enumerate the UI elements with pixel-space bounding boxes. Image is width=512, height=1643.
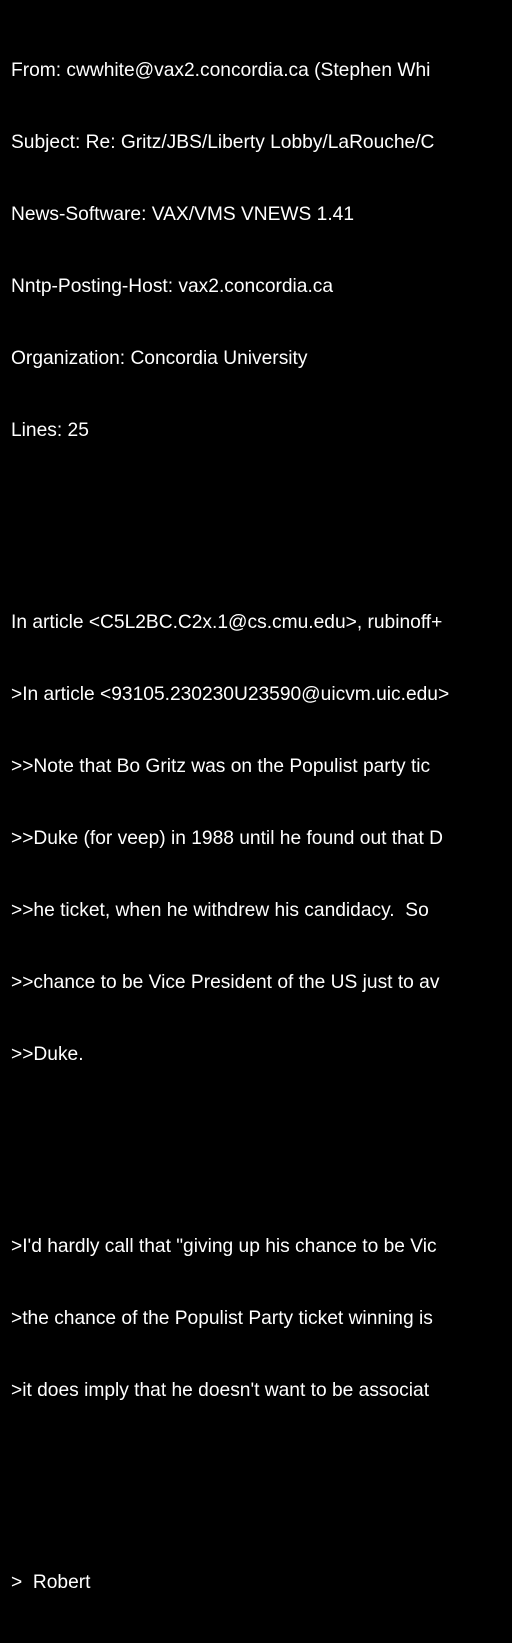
blank-line [11, 1139, 512, 1163]
quoted-line-level-2: >>chance to be Vice President of the US just to av [11, 972, 440, 993]
signature-line: > Robert [11, 1572, 91, 1593]
quoted-line-level-2: >>he ticket, when he withdrew his candidacy. So [11, 900, 429, 921]
header-organization: Organization: Concordia University [11, 348, 308, 369]
reply-line: >the chance of the Populist Party ticket winning is [11, 1308, 433, 1329]
header-from: From: cwwhite@vax2.concordia.ca (Stephen Whi [11, 60, 431, 81]
quoted-line-level-1: >In article <93105.230230U23590@uicvm.uic.edu> [11, 684, 450, 705]
reply-line: >it does imply that he doesn't want to be associat [11, 1380, 430, 1401]
blank-line [11, 515, 512, 539]
quoted-line-level-2: >>Note that Bo Gritz was on the Populist party tic [11, 756, 431, 777]
quoted-line-level-2: >>Duke (for veep) in 1988 until he found out that D [11, 828, 443, 849]
header-lines: Lines: 25 [11, 420, 89, 441]
article-intro: In article <C5L2BC.C2x.1@cs.cmu.edu>, rubinoff+ [11, 612, 443, 633]
header-news-software: News-Software: VAX/VMS VNEWS 1.41 [11, 204, 354, 225]
quoted-line-level-2: >>Duke. [11, 1044, 84, 1065]
header-subject: Subject: Re: Gritz/JBS/Liberty Lobby/LaRouche/C [11, 132, 435, 153]
blank-line [11, 1475, 512, 1499]
reply-line: >I'd hardly call that "giving up his chance to be Vic [11, 1236, 437, 1257]
article-text [11, 11, 512, 1643]
header-nntp-posting-host: Nntp-Posting-Host: vax2.concordia.ca [11, 276, 334, 297]
